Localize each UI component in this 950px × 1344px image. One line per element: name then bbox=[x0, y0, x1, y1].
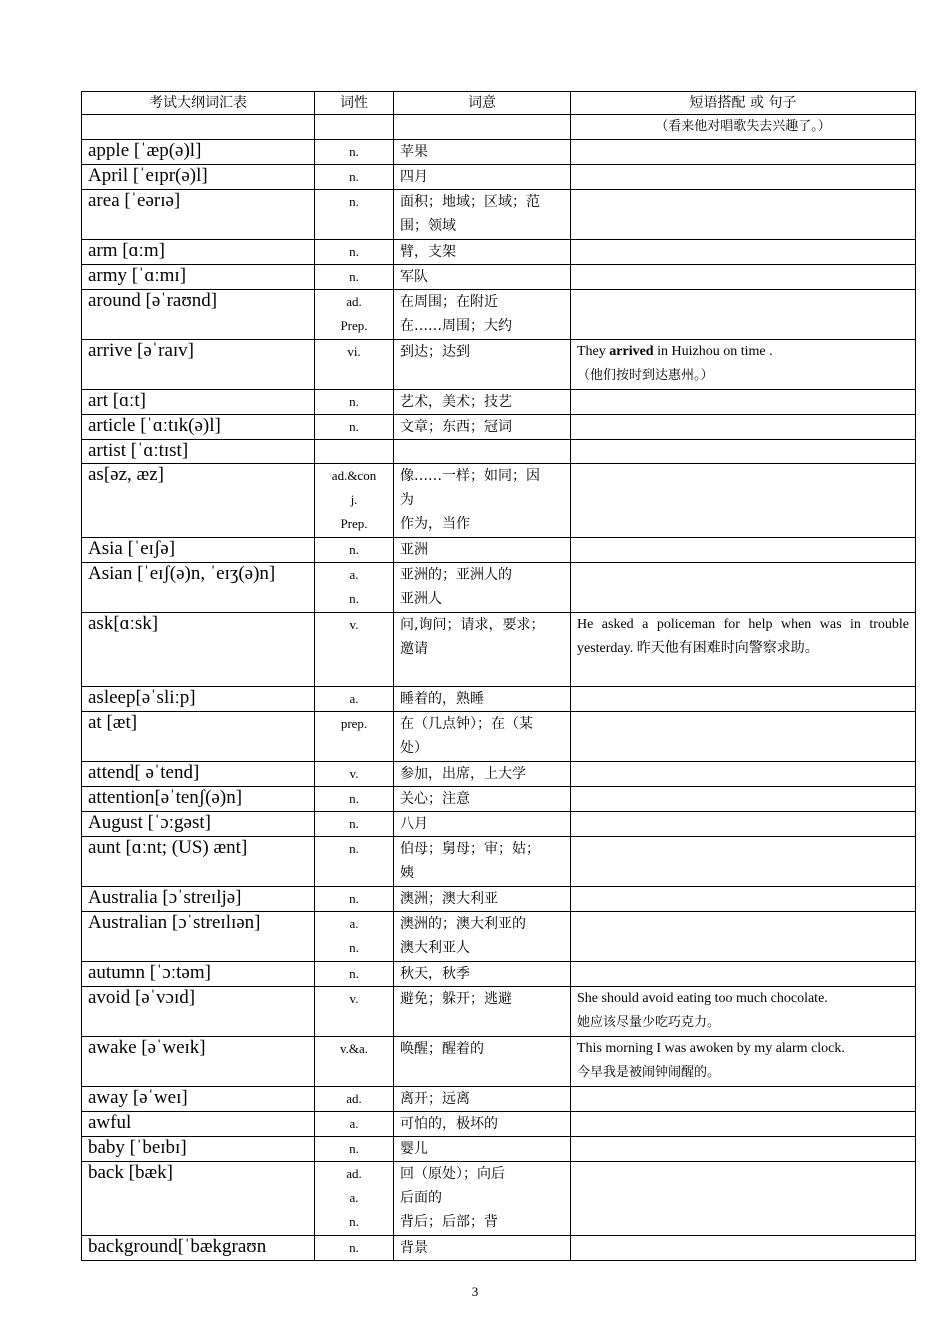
phrase-translation: （他们按时到达惠州。） bbox=[577, 368, 714, 383]
meaning-line: 睡着的，熟睡 bbox=[400, 691, 484, 707]
meaning-line: 问,询问；请求，要求； bbox=[400, 617, 545, 633]
meaning-line: 像……一样；如同；因 bbox=[400, 468, 540, 484]
pos-line: a. bbox=[349, 567, 359, 582]
pos-line: j. bbox=[350, 492, 358, 507]
table-row bbox=[82, 1236, 916, 1261]
table-row bbox=[82, 613, 916, 687]
phrase-line: 她应该尽量少吃巧克力。 bbox=[577, 1015, 721, 1030]
pos-cell bbox=[315, 265, 394, 290]
pos-cell bbox=[315, 190, 394, 240]
meaning-cell bbox=[394, 115, 571, 140]
pos-cell bbox=[315, 440, 394, 464]
meaning-cell bbox=[394, 1236, 571, 1261]
pos-cell bbox=[315, 464, 394, 538]
meaning-line: 为 bbox=[400, 492, 414, 508]
phrase-cell bbox=[571, 464, 916, 538]
pos-cell bbox=[315, 887, 394, 912]
meaning-line: 到达；达到 bbox=[400, 344, 470, 360]
table-row bbox=[82, 265, 916, 290]
meaning-line: 艺术，美术；技艺 bbox=[400, 394, 512, 410]
pos-line: ad. bbox=[346, 1091, 362, 1106]
word-cell: around [əˈraʊnd] bbox=[82, 290, 315, 340]
pos-line: prep. bbox=[340, 716, 368, 731]
phrase-cell bbox=[571, 190, 916, 240]
meaning-cell bbox=[394, 265, 571, 290]
pos-line: n. bbox=[349, 1214, 359, 1229]
pos-cell bbox=[315, 912, 394, 962]
pos-line: n. bbox=[349, 394, 359, 409]
phrase-cell bbox=[571, 165, 916, 190]
meaning-line: 臂，支架 bbox=[400, 244, 456, 260]
meaning-cell bbox=[394, 464, 571, 538]
meaning-cell bbox=[394, 538, 571, 563]
table-row bbox=[82, 464, 916, 538]
meaning-cell bbox=[394, 1112, 571, 1137]
meaning-line: 姨 bbox=[400, 865, 414, 881]
phrase-cell bbox=[571, 912, 916, 962]
pos-cell bbox=[315, 1037, 394, 1087]
word-cell: arm [ɑːm] bbox=[82, 240, 315, 265]
phrase-keyword: arrived bbox=[609, 344, 654, 359]
table-row bbox=[82, 140, 916, 165]
meaning-cell bbox=[394, 912, 571, 962]
pos-cell bbox=[315, 1087, 394, 1112]
word-cell: baby [ˈbeɪbɪ] bbox=[82, 1137, 315, 1162]
meaning-line: 处） bbox=[400, 740, 428, 756]
meaning-line: 在周围；在附近 bbox=[400, 294, 498, 310]
pos-line: v. bbox=[349, 617, 359, 632]
meaning-line: 背后；后部；背 bbox=[400, 1214, 498, 1230]
meaning-line: 亚洲人 bbox=[400, 591, 442, 607]
pos-line: ad. bbox=[346, 294, 362, 309]
phrase-cell bbox=[571, 1087, 916, 1112]
pos-line: n. bbox=[349, 940, 359, 955]
pos-line: a. bbox=[349, 1190, 359, 1205]
pos-cell bbox=[315, 1162, 394, 1236]
word-cell: awful bbox=[82, 1112, 315, 1137]
pos-line: n. bbox=[349, 144, 359, 159]
pos-line: n. bbox=[349, 269, 359, 284]
word-cell: avoid [əˈvɔɪd] bbox=[82, 987, 315, 1037]
phrase-cell bbox=[571, 265, 916, 290]
pos-cell bbox=[315, 687, 394, 712]
word-cell: awake [əˈweɪk] bbox=[82, 1037, 315, 1087]
pos-cell bbox=[315, 962, 394, 987]
table-row bbox=[82, 912, 916, 962]
word-cell: Asia [ˈeɪʃə] bbox=[82, 538, 315, 563]
table-row bbox=[82, 390, 916, 415]
pos-line: v. bbox=[349, 766, 359, 781]
pos-line: Prep. bbox=[340, 516, 368, 531]
meaning-cell bbox=[394, 563, 571, 613]
table-row bbox=[82, 687, 916, 712]
meaning-cell bbox=[394, 787, 571, 812]
meaning-cell bbox=[394, 415, 571, 440]
phrase-cell bbox=[571, 415, 916, 440]
phrase-cell bbox=[571, 887, 916, 912]
meaning-cell bbox=[394, 340, 571, 390]
meaning-cell bbox=[394, 1087, 571, 1112]
pos-line: vi. bbox=[347, 344, 361, 359]
pos-line: n. bbox=[349, 791, 359, 806]
page-number: 3 bbox=[471, 1284, 479, 1299]
meaning-line: 围；领域 bbox=[400, 218, 456, 234]
meaning-cell bbox=[394, 712, 571, 762]
table-row bbox=[82, 812, 916, 837]
table-row bbox=[82, 1112, 916, 1137]
meaning-line: 澳大利亚人 bbox=[400, 940, 470, 956]
pos-cell bbox=[315, 1112, 394, 1137]
pos-cell bbox=[315, 240, 394, 265]
meaning-line: 苹果 bbox=[400, 144, 428, 160]
phrase-cell bbox=[571, 762, 916, 787]
meaning-cell bbox=[394, 962, 571, 987]
table-row bbox=[82, 887, 916, 912]
phrase-line bbox=[577, 340, 909, 364]
pos-line: a. bbox=[349, 1116, 359, 1131]
meaning-line: 澳洲的；澳大利亚的 bbox=[400, 916, 526, 932]
phrase-cell bbox=[571, 115, 916, 140]
phrase-cell bbox=[571, 1037, 916, 1087]
meaning-line: 秋天，秋季 bbox=[400, 966, 470, 982]
meaning-cell bbox=[394, 762, 571, 787]
word-cell: Australian [ɔˈstreɪlɪən] bbox=[82, 912, 315, 962]
table-header-row bbox=[82, 92, 916, 115]
word-cell: August [ˈɔːgəst] bbox=[82, 812, 315, 837]
pos-cell bbox=[315, 837, 394, 887]
table-row bbox=[82, 762, 916, 787]
pos-cell bbox=[315, 115, 394, 140]
meaning-line: 唤醒；醒着的 bbox=[400, 1041, 484, 1057]
table-row bbox=[82, 240, 916, 265]
word-cell: apple [ˈæp(ə)l] bbox=[82, 140, 315, 165]
pos-cell bbox=[315, 762, 394, 787]
meaning-line: 军队 bbox=[400, 269, 428, 285]
meaning-line: 参加，出席，上大学 bbox=[400, 766, 526, 782]
table-row bbox=[82, 165, 916, 190]
word-cell: ask[ɑːsk] bbox=[82, 613, 315, 687]
meaning-cell bbox=[394, 887, 571, 912]
phrase-line: 今早我是被闹钟闹醒的。 bbox=[577, 1065, 721, 1080]
pos-cell bbox=[315, 390, 394, 415]
table-row bbox=[82, 563, 916, 613]
meaning-line: 四月 bbox=[400, 169, 428, 185]
meaning-line: 可怕的，极坏的 bbox=[400, 1116, 498, 1132]
word-cell: autumn [ˈɔːtəm] bbox=[82, 962, 315, 987]
phrase-text: in Huizhou on time . bbox=[653, 344, 773, 359]
meaning-line: 亚洲 bbox=[400, 542, 428, 558]
phrase-cell bbox=[571, 240, 916, 265]
phrase-cell bbox=[571, 140, 916, 165]
phrase-cell bbox=[571, 687, 916, 712]
table-row bbox=[82, 1087, 916, 1112]
table-row bbox=[82, 962, 916, 987]
pos-cell bbox=[315, 340, 394, 390]
word-cell: Asian [ˈeɪʃ(ə)n, ˈeɪʒ(ə)n] bbox=[82, 563, 315, 613]
word-cell: attend[ əˈtend] bbox=[82, 762, 315, 787]
pos-cell bbox=[315, 415, 394, 440]
phrase-cell bbox=[571, 440, 916, 464]
phrase-cell bbox=[571, 1236, 916, 1261]
meaning-cell bbox=[394, 240, 571, 265]
meaning-cell bbox=[394, 987, 571, 1037]
pos-cell bbox=[315, 538, 394, 563]
pos-cell bbox=[315, 140, 394, 165]
phrase-cell bbox=[571, 987, 916, 1037]
pos-cell bbox=[315, 563, 394, 613]
word-cell: April [ˈeɪpr(ə)l] bbox=[82, 165, 315, 190]
meaning-line: 澳洲；澳大利亚 bbox=[400, 891, 498, 907]
meaning-line: 邀请 bbox=[400, 641, 428, 657]
pos-cell bbox=[315, 613, 394, 687]
meaning-cell bbox=[394, 190, 571, 240]
meaning-line: 在（几点钟）；在（某 bbox=[400, 716, 533, 732]
word-cell: army [ˈɑːmɪ] bbox=[82, 265, 315, 290]
table-row bbox=[82, 340, 916, 390]
meaning-cell bbox=[394, 1162, 571, 1236]
phrase-line: （看来他对唱歌失去兴趣了。） bbox=[655, 119, 831, 134]
pos-line: n. bbox=[349, 1141, 359, 1156]
pos-cell bbox=[315, 712, 394, 762]
pos-cell bbox=[315, 1236, 394, 1261]
word-cell: Australia [ɔˈstreɪljə] bbox=[82, 887, 315, 912]
word-cell: back [bæk] bbox=[82, 1162, 315, 1236]
pos-line: a. bbox=[349, 691, 359, 706]
phrase-line: He asked a policeman for help when was in trouble yesterday. 昨天他有困难时向警察求助。 bbox=[577, 617, 909, 656]
meaning-line: 背景 bbox=[400, 1240, 428, 1256]
meaning-cell bbox=[394, 1037, 571, 1087]
pos-line: v. bbox=[349, 991, 359, 1006]
phrase-cell bbox=[571, 613, 916, 687]
word-cell bbox=[82, 115, 315, 140]
phrase-cell bbox=[571, 1112, 916, 1137]
table-row bbox=[82, 987, 916, 1037]
pos-line: n. bbox=[349, 194, 359, 209]
header-word: 考试大纲词汇表 bbox=[82, 92, 315, 115]
word-cell: asleep[əˈsliːp] bbox=[82, 687, 315, 712]
phrase-cell bbox=[571, 340, 916, 390]
table-row bbox=[82, 115, 916, 140]
phrase-cell bbox=[571, 538, 916, 563]
word-cell: arrive [əˈraɪv] bbox=[82, 340, 315, 390]
pos-cell bbox=[315, 987, 394, 1037]
word-cell: art [ɑːt] bbox=[82, 390, 315, 415]
meaning-line: 亚洲的；亚洲人的 bbox=[400, 567, 512, 583]
pos-line: n. bbox=[349, 169, 359, 184]
table-row bbox=[82, 415, 916, 440]
table-row bbox=[82, 1137, 916, 1162]
table-row bbox=[82, 538, 916, 563]
meaning-cell bbox=[394, 165, 571, 190]
meaning-cell bbox=[394, 440, 571, 464]
meaning-cell bbox=[394, 687, 571, 712]
meaning-cell bbox=[394, 1137, 571, 1162]
pos-cell bbox=[315, 165, 394, 190]
table-row bbox=[82, 787, 916, 812]
meaning-line: 回（原处）；向后 bbox=[400, 1166, 505, 1182]
phrase-cell bbox=[571, 290, 916, 340]
word-cell: at [æt] bbox=[82, 712, 315, 762]
table-row bbox=[82, 440, 916, 464]
word-cell: article [ˈɑːtɪk(ə)l] bbox=[82, 415, 315, 440]
table-row bbox=[82, 1037, 916, 1087]
table-row bbox=[82, 712, 916, 762]
meaning-line: 八月 bbox=[400, 816, 428, 832]
pos-line: a. bbox=[349, 916, 359, 931]
meaning-line: 在……周围；大约 bbox=[400, 318, 512, 334]
phrase-cell bbox=[571, 563, 916, 613]
table-row bbox=[82, 837, 916, 887]
phrase-cell bbox=[571, 712, 916, 762]
pos-line: n. bbox=[349, 816, 359, 831]
word-cell: attention[əˈtenʃ(ə)n] bbox=[82, 787, 315, 812]
pos-line: n. bbox=[349, 891, 359, 906]
word-cell: aunt [ɑːnt; (US) ænt] bbox=[82, 837, 315, 887]
word-cell: away [əˈweɪ] bbox=[82, 1087, 315, 1112]
meaning-cell bbox=[394, 140, 571, 165]
word-cell: as[əz, æz] bbox=[82, 464, 315, 538]
header-pos: 词性 bbox=[315, 92, 394, 115]
phrase-cell bbox=[571, 1137, 916, 1162]
phrase-text: They bbox=[577, 344, 610, 359]
meaning-line: 婴儿 bbox=[400, 1141, 428, 1157]
meaning-line: 文章；东西；冠词 bbox=[400, 419, 512, 435]
pos-line: n. bbox=[349, 244, 359, 259]
meaning-line: 关心；注意 bbox=[400, 791, 470, 807]
table-row bbox=[82, 1162, 916, 1236]
meaning-line: 离开；远离 bbox=[400, 1091, 470, 1107]
table-row bbox=[82, 190, 916, 240]
pos-cell bbox=[315, 290, 394, 340]
meaning-line: 面积；地域；区域；范 bbox=[400, 194, 540, 210]
phrase-line: She should avoid eating too much chocolate. bbox=[577, 991, 828, 1006]
phrase-cell bbox=[571, 837, 916, 887]
meaning-cell bbox=[394, 290, 571, 340]
header-phrase: 短语搭配 或 句子 bbox=[571, 92, 916, 115]
meaning-cell bbox=[394, 390, 571, 415]
meaning-line: 后面的 bbox=[400, 1190, 442, 1206]
meaning-cell bbox=[394, 812, 571, 837]
phrase-cell bbox=[571, 812, 916, 837]
header-meaning: 词意 bbox=[394, 92, 571, 115]
pos-line: v.&a. bbox=[339, 1041, 369, 1056]
pos-line: ad.&con bbox=[331, 468, 377, 483]
phrase-cell bbox=[571, 390, 916, 415]
meaning-line: 伯母；舅母；审；姑； bbox=[400, 841, 540, 857]
word-cell: area [ˈeərɪə] bbox=[82, 190, 315, 240]
pos-line: n. bbox=[349, 841, 359, 856]
phrase-line: This morning I was awoken by my alarm clock. bbox=[577, 1041, 845, 1056]
pos-cell bbox=[315, 812, 394, 837]
pos-cell bbox=[315, 1137, 394, 1162]
meaning-line: 避免；躲开；逃避 bbox=[400, 991, 512, 1007]
meaning-cell bbox=[394, 837, 571, 887]
pos-line: n. bbox=[349, 419, 359, 434]
pos-line: Prep. bbox=[340, 318, 368, 333]
phrase-cell bbox=[571, 1162, 916, 1236]
phrase-cell bbox=[571, 962, 916, 987]
pos-cell bbox=[315, 787, 394, 812]
table-body bbox=[82, 115, 916, 1261]
pos-line: ad. bbox=[346, 1166, 362, 1181]
word-cell: background[ˈbækgraʊn bbox=[82, 1236, 315, 1261]
pos-line: n. bbox=[349, 542, 359, 557]
vocabulary-table bbox=[81, 91, 916, 1261]
pos-line: n. bbox=[349, 1240, 359, 1255]
meaning-line: 作为，当作 bbox=[400, 516, 470, 532]
pos-line: n. bbox=[349, 591, 359, 606]
phrase-cell bbox=[571, 787, 916, 812]
meaning-cell bbox=[394, 613, 571, 687]
word-cell: artist [ˈɑːtɪst] bbox=[82, 440, 315, 464]
pos-line: n. bbox=[349, 966, 359, 981]
table-row bbox=[82, 290, 916, 340]
